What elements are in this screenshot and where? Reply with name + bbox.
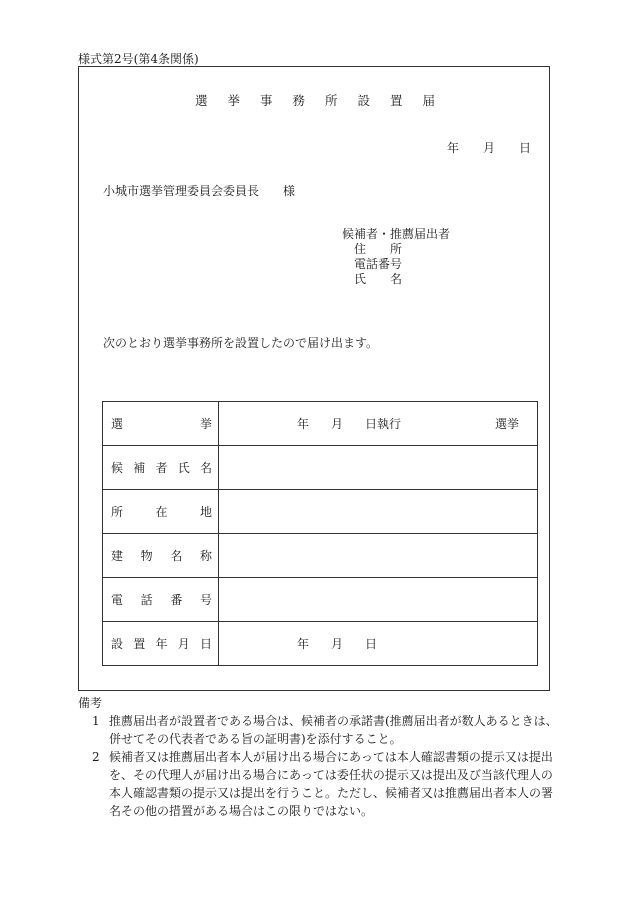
applicant-heading: 候補者・推薦届出者 — [342, 227, 451, 241]
election-day-label: 日執行 — [365, 417, 402, 431]
title-char: 届 — [422, 93, 436, 108]
office-details-table — [102, 401, 538, 666]
setup-month-label: 月 — [331, 637, 344, 651]
form-title — [79, 91, 551, 109]
date-day-label: 日 — [519, 141, 532, 155]
setup-date-field[interactable] — [219, 622, 538, 666]
remark-item — [92, 712, 562, 748]
remark-number: 2 — [92, 750, 100, 764]
date-year-label: 年 — [447, 141, 460, 155]
title-char: 選 — [194, 93, 208, 108]
date-month-label: 月 — [483, 141, 496, 155]
title-char: 務 — [292, 93, 305, 108]
election-year-label: 年 — [297, 417, 310, 431]
applicant-block — [342, 227, 450, 287]
form-frame — [78, 66, 550, 691]
election-month-label: 月 — [331, 417, 344, 431]
name-label: 氏 名 — [354, 272, 403, 286]
addressee: 小城市選挙管理委員会委員長 様 — [103, 184, 296, 198]
title-char: 挙 — [227, 93, 240, 108]
table-row — [103, 622, 538, 666]
remark-item — [92, 748, 562, 820]
label-election: 選 挙 — [103, 402, 219, 446]
setup-year-label: 年 — [297, 637, 310, 651]
table-row — [103, 534, 538, 578]
submission-date — [447, 139, 531, 156]
location-field[interactable] — [219, 490, 538, 534]
title-char: 所 — [325, 93, 338, 108]
table-row — [103, 490, 538, 534]
building-name-field[interactable] — [219, 534, 538, 578]
title-char: 設 — [357, 93, 371, 108]
label-location: 所 在 地 — [103, 490, 219, 534]
phone-number-field[interactable] — [219, 578, 538, 622]
remarks-heading: 備考 — [78, 696, 103, 710]
setup-day-label: 日 — [365, 637, 378, 651]
label-building-name: 建 物 名 称 — [103, 534, 219, 578]
label-candidate-name: 候 補 者 氏 名 — [103, 446, 219, 490]
election-suffix: 選挙 — [495, 417, 520, 431]
remark-text: 候補者又は推薦届出者本人が届け出る場合にあっては本人確認書類の提示又は提出を、その代理人が届け出る場合にあっては委任状の提示又は提出及び当該代理人の本人確認書類の提示又は提出を行うこと。ただし、候補者又は推薦届出者本人の署名その他の措置がある場合はこの限りではない。 — [109, 750, 554, 818]
notice-text: 次のとおり選挙事務所を設置したので届け出ます。 — [103, 336, 379, 350]
remark-text: 推薦届出者が設置者である場合は、候補者の承諾書(推薦届出者が数人あるときは、併せてその代表者である旨の証明書)を添付すること。 — [109, 714, 558, 746]
remark-number: 1 — [92, 714, 100, 728]
phone-label: 電話番号 — [354, 257, 403, 271]
table-row — [103, 578, 538, 622]
label-setup-date: 設 置 年 月 日 — [103, 622, 219, 666]
form-number-label: 様式第2号(第4条関係) — [78, 52, 199, 66]
election-field[interactable] — [219, 402, 538, 446]
table-row — [103, 402, 538, 446]
label-phone-number: 電 話 番 号 — [103, 578, 219, 622]
candidate-name-field[interactable] — [219, 446, 538, 490]
address-label: 住 所 — [354, 242, 403, 256]
title-char: 置 — [390, 93, 403, 108]
table-row — [103, 446, 538, 490]
title-char: 事 — [259, 93, 273, 108]
